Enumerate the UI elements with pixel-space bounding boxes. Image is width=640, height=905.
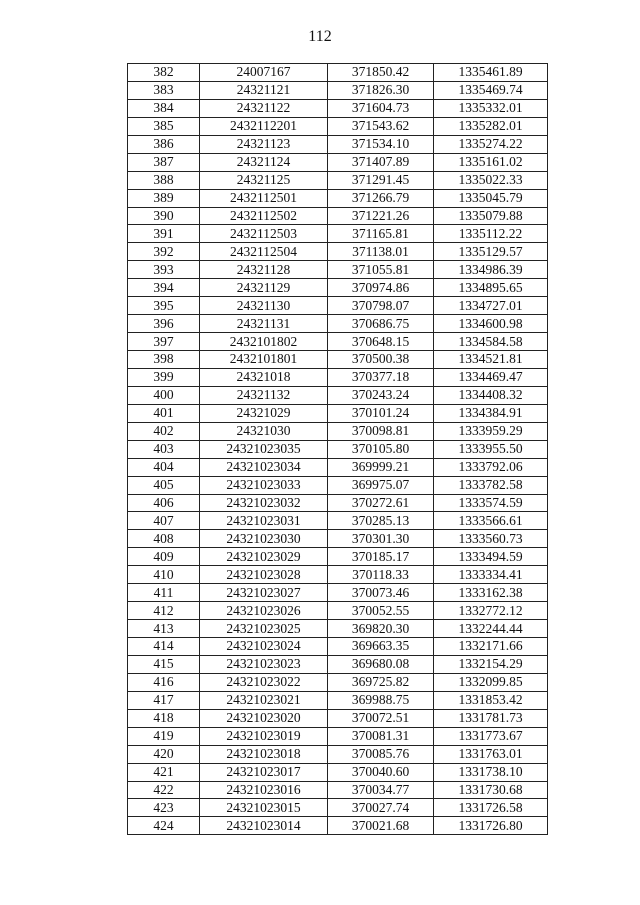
point-code-cell: 24321023027 (200, 584, 328, 602)
point-code-cell: 24321023017 (200, 763, 328, 781)
table-row (128, 135, 548, 153)
table-row (128, 189, 548, 207)
point-code-cell: 24321023026 (200, 602, 328, 620)
point-code-cell: 24321131 (200, 315, 328, 333)
x-coordinate-cell: 369725.82 (328, 673, 434, 691)
point-number-cell: 418 (128, 709, 200, 727)
x-coordinate-cell: 370272.61 (328, 494, 434, 512)
y-coordinate-cell: 1334521.81 (434, 351, 548, 369)
point-number-cell: 408 (128, 530, 200, 548)
point-code-cell: 24321023016 (200, 781, 328, 799)
point-code-cell: 24321023014 (200, 817, 328, 835)
point-number-cell: 407 (128, 512, 200, 530)
table-row (128, 386, 548, 404)
point-code-cell: 24321023033 (200, 476, 328, 494)
y-coordinate-cell: 1333494.59 (434, 548, 548, 566)
table-row (128, 243, 548, 261)
x-coordinate-cell: 371407.89 (328, 153, 434, 171)
table-row (128, 315, 548, 333)
table-row (128, 422, 548, 440)
point-code-cell: 2432112503 (200, 225, 328, 243)
x-coordinate-cell: 370377.18 (328, 368, 434, 386)
table-row (128, 548, 548, 566)
y-coordinate-cell: 1334895.65 (434, 279, 548, 297)
point-code-cell: 2432112201 (200, 117, 328, 135)
x-coordinate-cell: 371543.62 (328, 117, 434, 135)
point-number-cell: 403 (128, 440, 200, 458)
x-coordinate-cell: 370072.51 (328, 709, 434, 727)
point-number-cell: 400 (128, 386, 200, 404)
table-row (128, 261, 548, 279)
point-number-cell: 387 (128, 153, 200, 171)
table-row (128, 99, 548, 117)
y-coordinate-cell: 1334727.01 (434, 297, 548, 315)
point-number-cell: 416 (128, 673, 200, 691)
y-coordinate-cell: 1335274.22 (434, 135, 548, 153)
y-coordinate-cell: 1333782.58 (434, 476, 548, 494)
table-row (128, 673, 548, 691)
y-coordinate-cell: 1334469.47 (434, 368, 548, 386)
y-coordinate-cell: 1333574.59 (434, 494, 548, 512)
x-coordinate-cell: 370118.33 (328, 566, 434, 584)
table-row (128, 530, 548, 548)
point-code-cell: 24321023028 (200, 566, 328, 584)
y-coordinate-cell: 1335129.57 (434, 243, 548, 261)
point-code-cell: 2432112501 (200, 189, 328, 207)
point-code-cell: 2432101802 (200, 333, 328, 351)
point-number-cell: 421 (128, 763, 200, 781)
y-coordinate-cell: 1333955.50 (434, 440, 548, 458)
table-row (128, 494, 548, 512)
y-coordinate-cell: 1335045.79 (434, 189, 548, 207)
x-coordinate-cell: 369975.07 (328, 476, 434, 494)
point-code-cell: 24321129 (200, 279, 328, 297)
table-row (128, 368, 548, 386)
y-coordinate-cell: 1331773.67 (434, 727, 548, 745)
y-coordinate-cell: 1335112.22 (434, 225, 548, 243)
x-coordinate-cell: 370648.15 (328, 333, 434, 351)
y-coordinate-cell: 1331853.42 (434, 691, 548, 709)
point-code-cell: 24321023029 (200, 548, 328, 566)
y-coordinate-cell: 1331763.01 (434, 745, 548, 763)
point-code-cell: 24321030 (200, 422, 328, 440)
point-number-cell: 402 (128, 422, 200, 440)
x-coordinate-cell: 370052.55 (328, 602, 434, 620)
point-code-cell: 24321121 (200, 81, 328, 99)
table-row (128, 476, 548, 494)
y-coordinate-cell: 1332099.85 (434, 673, 548, 691)
point-number-cell: 404 (128, 458, 200, 476)
point-code-cell: 24321023035 (200, 440, 328, 458)
x-coordinate-cell: 370105.80 (328, 440, 434, 458)
x-coordinate-cell: 371850.42 (328, 64, 434, 82)
point-code-cell: 24321122 (200, 99, 328, 117)
x-coordinate-cell: 370686.75 (328, 315, 434, 333)
table-row (128, 655, 548, 673)
point-number-cell: 409 (128, 548, 200, 566)
point-number-cell: 415 (128, 655, 200, 673)
x-coordinate-cell: 371138.01 (328, 243, 434, 261)
point-code-cell: 24321130 (200, 297, 328, 315)
point-code-cell: 24321029 (200, 404, 328, 422)
table-row (128, 763, 548, 781)
x-coordinate-cell: 371291.45 (328, 171, 434, 189)
point-number-cell: 401 (128, 404, 200, 422)
x-coordinate-cell: 370974.86 (328, 279, 434, 297)
table-row (128, 620, 548, 638)
table-row (128, 171, 548, 189)
point-number-cell: 385 (128, 117, 200, 135)
point-number-cell: 399 (128, 368, 200, 386)
point-number-cell: 397 (128, 333, 200, 351)
point-code-cell: 24321124 (200, 153, 328, 171)
point-number-cell: 411 (128, 584, 200, 602)
x-coordinate-cell: 371266.79 (328, 189, 434, 207)
point-code-cell: 2432112504 (200, 243, 328, 261)
x-coordinate-cell: 371165.81 (328, 225, 434, 243)
point-number-cell: 388 (128, 171, 200, 189)
x-coordinate-cell: 371604.73 (328, 99, 434, 117)
x-coordinate-cell: 370798.07 (328, 297, 434, 315)
x-coordinate-cell: 370073.46 (328, 584, 434, 602)
point-number-cell: 393 (128, 261, 200, 279)
x-coordinate-cell: 369663.35 (328, 638, 434, 656)
y-coordinate-cell: 1332154.29 (434, 655, 548, 673)
table-row (128, 207, 548, 225)
y-coordinate-cell: 1333792.06 (434, 458, 548, 476)
y-coordinate-cell: 1335469.74 (434, 81, 548, 99)
y-coordinate-cell: 1331738.10 (434, 763, 548, 781)
point-number-cell: 391 (128, 225, 200, 243)
point-code-cell: 24321132 (200, 386, 328, 404)
x-coordinate-cell: 371826.30 (328, 81, 434, 99)
point-number-cell: 392 (128, 243, 200, 261)
point-code-cell: 24321023023 (200, 655, 328, 673)
point-number-cell: 406 (128, 494, 200, 512)
point-code-cell: 2432112502 (200, 207, 328, 225)
point-number-cell: 398 (128, 351, 200, 369)
table-row (128, 297, 548, 315)
x-coordinate-cell: 369820.30 (328, 620, 434, 638)
y-coordinate-cell: 1331730.68 (434, 781, 548, 799)
point-code-cell: 24321023015 (200, 799, 328, 817)
point-number-cell: 420 (128, 745, 200, 763)
x-coordinate-cell: 370500.38 (328, 351, 434, 369)
x-coordinate-cell: 370101.24 (328, 404, 434, 422)
table-row (128, 81, 548, 99)
point-number-cell: 390 (128, 207, 200, 225)
x-coordinate-cell: 371221.26 (328, 207, 434, 225)
y-coordinate-cell: 1335022.33 (434, 171, 548, 189)
point-number-cell: 405 (128, 476, 200, 494)
point-code-cell: 24321023034 (200, 458, 328, 476)
y-coordinate-cell: 1332171.66 (434, 638, 548, 656)
x-coordinate-cell: 370021.68 (328, 817, 434, 835)
x-coordinate-cell: 370027.74 (328, 799, 434, 817)
table-row (128, 64, 548, 82)
point-code-cell: 24321023019 (200, 727, 328, 745)
y-coordinate-cell: 1335079.88 (434, 207, 548, 225)
y-coordinate-cell: 1331726.58 (434, 799, 548, 817)
table-row (128, 584, 548, 602)
point-code-cell: 24321123 (200, 135, 328, 153)
point-code-cell: 24321023031 (200, 512, 328, 530)
y-coordinate-cell: 1332772.12 (434, 602, 548, 620)
y-coordinate-cell: 1334584.58 (434, 333, 548, 351)
point-number-cell: 383 (128, 81, 200, 99)
table-row (128, 512, 548, 530)
point-number-cell: 417 (128, 691, 200, 709)
y-coordinate-cell: 1332244.44 (434, 620, 548, 638)
point-number-cell: 412 (128, 602, 200, 620)
point-code-cell: 24321023024 (200, 638, 328, 656)
y-coordinate-cell: 1335461.89 (434, 64, 548, 82)
point-number-cell: 395 (128, 297, 200, 315)
point-code-cell: 24321023018 (200, 745, 328, 763)
point-code-cell: 2432101801 (200, 351, 328, 369)
table-row (128, 440, 548, 458)
x-coordinate-cell: 371534.10 (328, 135, 434, 153)
x-coordinate-cell: 370040.60 (328, 763, 434, 781)
point-code-cell: 24321023030 (200, 530, 328, 548)
point-code-cell: 24321018 (200, 368, 328, 386)
x-coordinate-cell: 369680.08 (328, 655, 434, 673)
table-row (128, 404, 548, 422)
table-row (128, 458, 548, 476)
point-number-cell: 419 (128, 727, 200, 745)
y-coordinate-cell: 1334986.39 (434, 261, 548, 279)
table-row (128, 781, 548, 799)
point-code-cell: 24321023020 (200, 709, 328, 727)
point-code-cell: 24321128 (200, 261, 328, 279)
x-coordinate-cell: 370085.76 (328, 745, 434, 763)
table-row (128, 727, 548, 745)
y-coordinate-cell: 1335282.01 (434, 117, 548, 135)
table-row (128, 709, 548, 727)
point-number-cell: 396 (128, 315, 200, 333)
point-code-cell: 24321023021 (200, 691, 328, 709)
point-code-cell: 24321023022 (200, 673, 328, 691)
x-coordinate-cell: 370081.31 (328, 727, 434, 745)
point-number-cell: 410 (128, 566, 200, 584)
point-number-cell: 422 (128, 781, 200, 799)
table-row (128, 799, 548, 817)
x-coordinate-cell: 371055.81 (328, 261, 434, 279)
coordinates-table (127, 63, 548, 835)
y-coordinate-cell: 1335161.02 (434, 153, 548, 171)
table-row (128, 817, 548, 835)
y-coordinate-cell: 1333334.41 (434, 566, 548, 584)
table-row (128, 351, 548, 369)
x-coordinate-cell: 370098.81 (328, 422, 434, 440)
y-coordinate-cell: 1335332.01 (434, 99, 548, 117)
point-number-cell: 384 (128, 99, 200, 117)
x-coordinate-cell: 369988.75 (328, 691, 434, 709)
point-number-cell: 414 (128, 638, 200, 656)
point-number-cell: 424 (128, 817, 200, 835)
y-coordinate-cell: 1334384.91 (434, 404, 548, 422)
point-code-cell: 24321023025 (200, 620, 328, 638)
y-coordinate-cell: 1333162.38 (434, 584, 548, 602)
point-number-cell: 389 (128, 189, 200, 207)
point-number-cell: 413 (128, 620, 200, 638)
table-row (128, 691, 548, 709)
y-coordinate-cell: 1333959.29 (434, 422, 548, 440)
point-code-cell: 24321125 (200, 171, 328, 189)
x-coordinate-cell: 370034.77 (328, 781, 434, 799)
point-code-cell: 24007167 (200, 64, 328, 82)
table-body (128, 64, 548, 835)
point-number-cell: 382 (128, 64, 200, 82)
x-coordinate-cell: 370243.24 (328, 386, 434, 404)
table-row (128, 153, 548, 171)
point-number-cell: 386 (128, 135, 200, 153)
x-coordinate-cell: 370285.13 (328, 512, 434, 530)
x-coordinate-cell: 370185.17 (328, 548, 434, 566)
point-number-cell: 394 (128, 279, 200, 297)
table-row (128, 566, 548, 584)
table-row (128, 225, 548, 243)
table-row (128, 117, 548, 135)
table-row (128, 333, 548, 351)
y-coordinate-cell: 1331781.73 (434, 709, 548, 727)
y-coordinate-cell: 1333566.61 (434, 512, 548, 530)
x-coordinate-cell: 369999.21 (328, 458, 434, 476)
y-coordinate-cell: 1333560.73 (434, 530, 548, 548)
y-coordinate-cell: 1334600.98 (434, 315, 548, 333)
point-number-cell: 423 (128, 799, 200, 817)
table-row (128, 638, 548, 656)
x-coordinate-cell: 370301.30 (328, 530, 434, 548)
y-coordinate-cell: 1331726.80 (434, 817, 548, 835)
table-row (128, 279, 548, 297)
y-coordinate-cell: 1334408.32 (434, 386, 548, 404)
page-number: 112 (308, 28, 332, 45)
table-row (128, 745, 548, 763)
point-code-cell: 24321023032 (200, 494, 328, 512)
table-row (128, 602, 548, 620)
